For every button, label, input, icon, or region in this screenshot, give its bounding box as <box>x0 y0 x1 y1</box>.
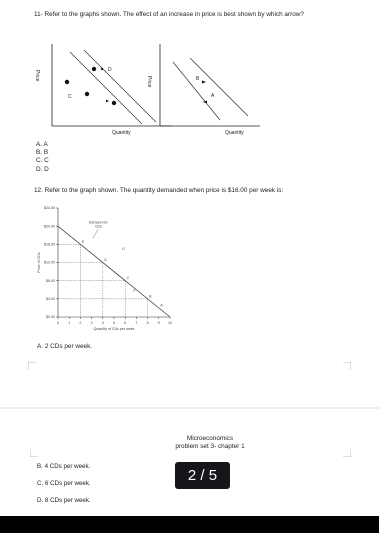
q11-option-b[interactable]: B. B <box>36 149 49 157</box>
point-label-d: D <box>108 67 112 73</box>
corner-mark <box>343 362 351 370</box>
x-tick-label: 3 <box>90 321 93 325</box>
x-tick-label: 0 <box>57 321 59 325</box>
demand-chart <box>32 200 192 340</box>
course-name: Microeconomics <box>186 435 234 442</box>
demand-line <box>58 226 170 317</box>
y-tick-label: $16.00 <box>44 242 55 247</box>
question-12-text: 12. Refer to the graph shown. The quantity demanded when price is $16.00 per week is: <box>34 187 284 194</box>
course-title <box>150 435 270 450</box>
q12-option-d[interactable]: D. 8 CDs per week. <box>37 497 91 504</box>
y-tick-label: $20.00 <box>44 224 55 229</box>
x-tick-label: 9 <box>157 321 160 325</box>
corner-mark <box>343 449 351 457</box>
right-graph-ylabel: Price <box>146 76 152 88</box>
y-tick-label: $12.00 <box>44 260 55 265</box>
y-tick-label: $24.00 <box>44 206 55 211</box>
x-tick-label: 5 <box>113 321 115 325</box>
point-label-b: B <box>196 76 200 82</box>
q11-option-d[interactable]: D. D <box>36 165 49 173</box>
y-tick-label: $0.00 <box>46 315 55 320</box>
q11-option-c[interactable]: C. C <box>36 157 49 165</box>
point-label-a: A <box>160 303 163 308</box>
q11-graphs <box>30 42 270 138</box>
x-tick-label: 1 <box>68 321 71 325</box>
point-label-g: G <box>122 247 126 252</box>
point-label-e: E <box>81 239 85 244</box>
demand-annotation: Demand for <box>88 220 108 225</box>
x-axis-label: Quantity of CDs per week <box>93 327 135 331</box>
y-axis-label: Price of CDs <box>37 252 41 273</box>
course-subtitle: problem set 3- chapter 1 <box>175 442 245 450</box>
q12-option-c[interactable]: C. 6 CDs per week. <box>37 480 91 487</box>
y-tick-label: $8.00 <box>46 278 55 283</box>
corner-mark <box>28 362 36 370</box>
y-tick-label: $4.00 <box>46 297 55 302</box>
bottom-bar <box>0 516 379 533</box>
question-11-text: 11- Refer to the graphs shown. The effect of an increase in price is best shown by which arrow? <box>34 11 304 18</box>
x-tick-label: 8 <box>146 321 149 325</box>
x-tick-label: 2 <box>79 321 82 325</box>
q11-options <box>36 141 49 174</box>
x-tick-label: 10 <box>168 321 172 325</box>
x-tick-label: 7 <box>135 321 138 325</box>
q12-option-b[interactable]: B. 4 CDs per week. <box>37 463 91 470</box>
q12-option-a[interactable]: A. 2 CDs per week. <box>37 343 93 350</box>
annotation-pointer <box>93 229 99 239</box>
point-label-a: A <box>211 93 215 99</box>
x-tick-label: 4 <box>101 321 104 325</box>
page-indicator: 2 / 5 <box>175 462 230 489</box>
left-graph-xlabel: Quantity <box>112 130 131 136</box>
q11-option-a[interactable]: A. A <box>36 141 48 148</box>
point-label-c: C <box>126 276 130 281</box>
point-label-c: C <box>68 94 72 100</box>
left-graph-ylabel: Price <box>34 70 40 82</box>
right-graph-xlabel: Quantity <box>225 130 244 136</box>
point-label-b: B <box>149 294 152 299</box>
corner-mark <box>30 449 38 457</box>
point-label-d: D <box>104 258 107 262</box>
page-divider <box>0 407 379 409</box>
x-tick-label: 6 <box>124 321 127 325</box>
point-label-f: F <box>133 288 136 293</box>
demand-annotation: CDs <box>94 224 102 229</box>
